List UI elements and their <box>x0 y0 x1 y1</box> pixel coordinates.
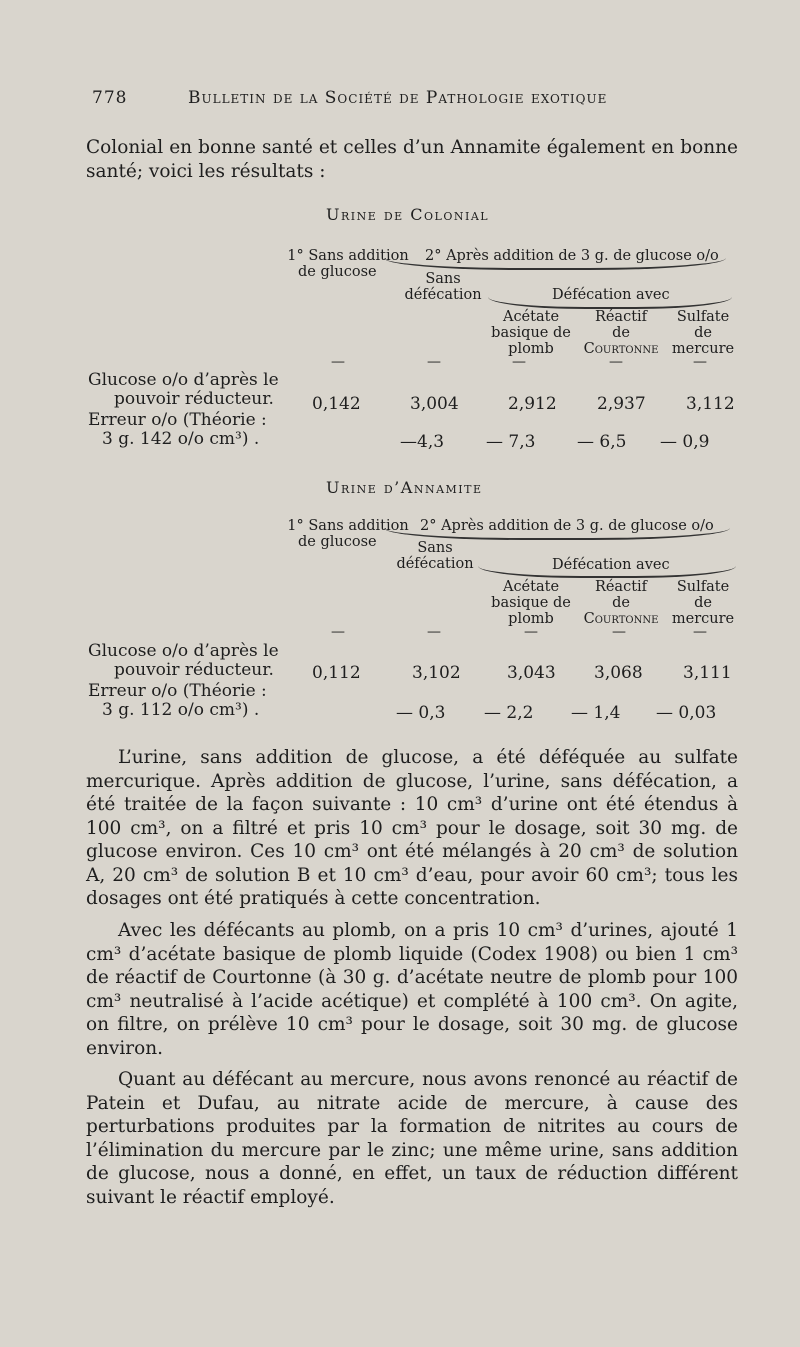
col-header-line: de <box>612 325 630 341</box>
col-header-line: de glucose <box>298 534 377 550</box>
column-dash: — <box>427 354 441 370</box>
group-header-apres-addition: 2° Après addition de 3 g. de glucose o/o <box>425 248 719 264</box>
table-cell: — 0,9 <box>660 432 710 452</box>
page-number: 778 <box>92 88 128 108</box>
col-header-reactif <box>574 579 668 627</box>
col-header-line: de <box>612 595 630 611</box>
row-label-erreur <box>88 682 267 720</box>
col-header-line: de glucose <box>298 264 377 280</box>
page-header <box>0 88 800 112</box>
col-header-line: basique de <box>491 595 571 611</box>
table-cell: 0,142 <box>312 394 361 414</box>
table-cell: 0,112 <box>312 663 361 683</box>
col-header-sans-defecation <box>398 271 488 303</box>
table-cell: — 2,2 <box>484 703 534 723</box>
body-paragraph-3: Quant au défécant au mercure, nous avons renoncé au réactif de Patein et Dufau, au nitrate acide de mercure, à cause des perturbations produites par la formation de nitrites au cours de l’élimination du mercure par le zinc; une même urine, sans addition de glucose, nous a donné, en effet, un taux de réduction différent suivant le réactif employé. <box>86 1069 738 1208</box>
table-caption: Urine d’Annamite <box>326 478 483 497</box>
row-label-line: 3 g. 112 o/o cm³) . <box>102 700 260 720</box>
group-header-apres-addition: 2° Après addition de 3 g. de glucose o/o <box>420 518 714 534</box>
row-label-line: Erreur o/o (Théorie : <box>88 681 267 701</box>
row-label-line: Erreur o/o (Théorie : <box>88 410 267 430</box>
table-cell: — 0,03 <box>656 703 717 723</box>
table-caption: Urine de Colonial <box>326 205 490 224</box>
col-header-acetate <box>486 309 576 357</box>
col-header-line: Sans <box>417 540 453 556</box>
subgroup-brace <box>488 297 732 309</box>
row-label-glucose <box>88 371 279 409</box>
col-header-line: Sulfate <box>676 309 730 325</box>
col-header-line: Sans <box>425 271 461 287</box>
column-dash: — <box>693 354 707 370</box>
subgroup-header-defecation: Défécation avec <box>552 287 670 303</box>
table-cell: 3,043 <box>507 663 556 683</box>
col-header-reactif <box>574 309 668 357</box>
running-title: Bulletin de la Société de Pathologie exotique <box>188 88 608 108</box>
col-header-line: de <box>694 595 712 611</box>
col-header-line: mercure <box>671 341 735 357</box>
col-header-line: 1° Sans addition <box>287 248 409 264</box>
table-cell: — 1,4 <box>571 703 621 723</box>
col-header-line: défécation <box>396 556 474 572</box>
body-paragraph-2: Avec les défécants au plomb, on a pris 10 cm³ d’urines, ajouté 1 cm³ d’acétate basique de plomb liquide (Codex 1908) ou bien 1 cm³ de réactif de Courtonne (à 30 g. d’acétate neutre de plomb pour 100 cm³ neutralisé à l’acide acétique) et complété à 100 cm³. On agite, on filtre, on prélève 10 cm³ pour le dosage, soit 30 mg. de glucose environ. <box>86 920 738 1059</box>
col-header-line: Sulfate <box>676 579 730 595</box>
table-cell: 3,102 <box>412 663 461 683</box>
row-label-line: 3 g. 142 o/o cm³) . <box>102 429 260 449</box>
col-header-line: Réactif <box>594 579 648 595</box>
col-header-line: basique de <box>491 325 571 341</box>
col-header-line: 1° Sans addition <box>287 518 409 534</box>
col-header-line: mercure <box>671 611 735 627</box>
column-dash: — <box>512 354 526 370</box>
col-header-sulfate <box>666 579 740 627</box>
col-header-line: Acétate <box>502 309 560 325</box>
col-header-line: Acétate <box>502 579 560 595</box>
row-label-line: pouvoir réducteur. <box>114 660 274 680</box>
column-dash: — <box>693 624 707 640</box>
row-label-line: Glucose o/o d’après le <box>88 641 279 661</box>
table-cell: —4,3 <box>400 432 445 452</box>
table-cell: 2,912 <box>508 394 557 414</box>
row-label-erreur <box>88 411 267 449</box>
column-dash: — <box>427 624 441 640</box>
col-header-sulfate <box>666 309 740 357</box>
group-brace <box>384 258 726 270</box>
group-brace <box>384 528 730 540</box>
col-header-line: plomb <box>508 341 554 357</box>
row-label-line: pouvoir réducteur. <box>114 389 274 409</box>
table-cell: 3,004 <box>410 394 459 414</box>
intro-paragraph: Colonial en bonne santé et celles d’un Annamite également en bonne santé; voici les résultats : <box>86 137 738 182</box>
col-header-sans-defecation <box>390 540 480 572</box>
column-dash: — <box>612 624 626 640</box>
col-header-sans-addition <box>284 248 412 280</box>
col-header-line: Courtonne <box>583 611 659 627</box>
col-header-line: Courtonne <box>583 341 659 357</box>
col-header-line: plomb <box>508 611 554 627</box>
row-label-glucose <box>88 642 279 680</box>
col-header-acetate <box>486 579 576 627</box>
col-header-line: défécation <box>404 287 482 303</box>
column-dash: — <box>331 624 345 640</box>
table-cell: 3,111 <box>683 663 732 683</box>
table-cell: 3,112 <box>686 394 735 414</box>
table-cell: 3,068 <box>594 663 643 683</box>
column-dash: — <box>609 354 623 370</box>
subgroup-brace <box>478 566 736 578</box>
table-cell: — 0,3 <box>396 703 446 723</box>
subgroup-header-defecation: Défécation avec <box>552 557 670 573</box>
body-paragraph-1: L’urine, sans addition de glucose, a été déféquée au sulfate mercurique. Après addition de glucose, l’urine, sans défécation, a été traitée de la façon suivante : 10 cm³ d’urine ont été étendus à 100 cm³, on a filtré et pris 10 cm³ pour le dosage, soit 30 mg. de glucose environ. Ces 10 cm³ ont été mélangés à 20 cm³ de solution A, 20 cm³ de solution B et 10 cm³ d’eau, pour avoir 60 cm³; tous les dosages ont été pratiqués à cette concentration. <box>86 747 738 909</box>
table-cell: 2,937 <box>597 394 646 414</box>
col-header-line: Réactif <box>594 309 648 325</box>
col-header-line: de <box>694 325 712 341</box>
table-cell: — 6,5 <box>577 432 627 452</box>
table-cell: — 7,3 <box>486 432 536 452</box>
column-dash: — <box>331 354 345 370</box>
column-dash: — <box>524 624 538 640</box>
row-label-line: Glucose o/o d’après le <box>88 370 279 390</box>
